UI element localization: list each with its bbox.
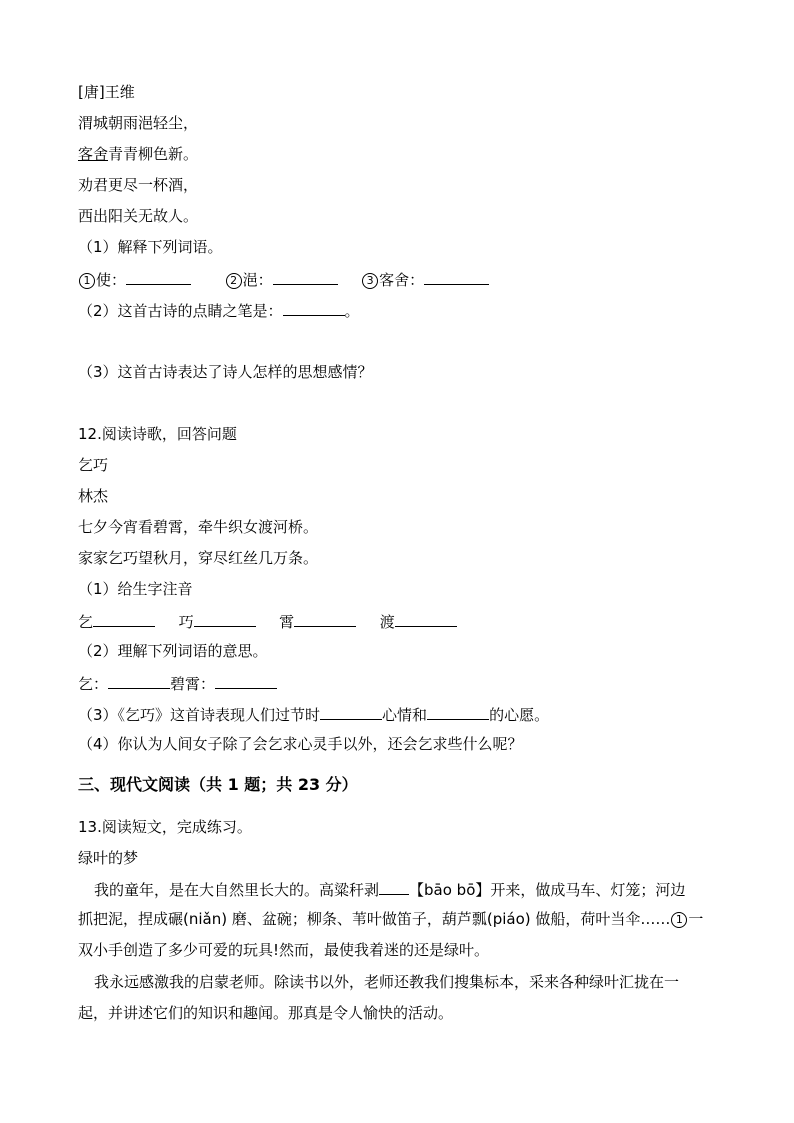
char-label: 乞 <box>78 613 94 631</box>
passage-line <box>78 909 703 929</box>
question-text: 的心愿。 <box>489 706 550 724</box>
passage-line <box>78 878 685 900</box>
poem-line: 西出阳关无故人。 <box>78 207 199 225</box>
poem-author: 林杰 <box>78 487 109 505</box>
circled-number: 3 <box>362 273 378 289</box>
question-text: 心情和 <box>382 706 428 724</box>
answer-blank[interactable] <box>283 299 345 316</box>
question-text: （4）你认为人间女子除了会乞求心灵手以外，还会乞求些什么呢？ <box>78 735 523 753</box>
answer-blank[interactable] <box>320 703 382 720</box>
answer-blank[interactable] <box>194 610 256 627</box>
passage-text: 我的童年，是在大自然里长大的。高粱秆剥 <box>94 881 380 899</box>
passage-line: 双小手创造了多少可爱的玩具!然而，最使我着迷的还是绿叶。 <box>78 941 490 959</box>
passage-text: 【bāo bō】开来，做成马车、灯笼；河边 <box>409 881 686 899</box>
answer-blank[interactable] <box>215 672 277 689</box>
answer-blank[interactable] <box>108 672 170 689</box>
poem-line: 渭城朝雨浥轻尘， <box>78 114 199 132</box>
vocab-label: 乞： <box>78 675 109 693</box>
passage-text: 抓把泥，捏成碾(niǎn) 磨、盆碗；柳条、苇叶做笛子，葫芦瓢(piáo) 做船，荷叶当伞…… <box>78 910 671 928</box>
question-text: （2）理解下列词语的意思。 <box>78 642 268 660</box>
char-label: 巧 <box>178 613 194 631</box>
question-end: 。 <box>344 302 360 320</box>
poem-line: 劝君更尽一杯酒， <box>78 176 199 194</box>
passage-text: 一 <box>688 910 704 928</box>
poem-line <box>78 144 198 164</box>
question-row <box>78 703 549 725</box>
passage-text: 我永远感激我的启蒙老师。除读书以外，老师还教我们搜集标本，采来各种绿叶汇拢在一 <box>94 973 680 991</box>
vocab-label: 客舍： <box>379 271 425 289</box>
vocab-row <box>78 672 277 694</box>
poem-author: [唐]王维 <box>78 83 135 101</box>
question-row <box>78 299 360 321</box>
question-title: 13.阅读短文，完成练习。 <box>78 818 252 836</box>
question-title: 12.阅读诗歌，回答问题 <box>78 425 237 443</box>
answer-blank[interactable] <box>424 268 489 285</box>
question-text: （3）《乞巧》这首诗表现人们过节时 <box>78 706 321 724</box>
pinyin-row <box>78 610 457 632</box>
passage-line <box>78 972 679 992</box>
underlined-word: 客舍 <box>78 145 109 163</box>
question-text: （2）这首古诗的点睛之笔是： <box>78 302 283 320</box>
section-heading: 三、现代文阅读（共 1 题；共 23 分） <box>78 775 358 794</box>
char-label: 渡 <box>379 613 395 631</box>
vocab-label: 浥： <box>242 271 273 289</box>
question-text: （1）解释下列词语。 <box>78 238 223 256</box>
answer-blank[interactable] <box>379 878 409 895</box>
circled-number: 1 <box>671 912 687 928</box>
vocab-row <box>78 268 489 290</box>
passage-line: 起，并讲述它们的知识和趣闻。那真是令人愉快的活动。 <box>78 1004 454 1022</box>
answer-blank[interactable] <box>294 610 356 627</box>
poem-line-rest: 青青柳色新。 <box>108 145 199 163</box>
question-text: （1）给生字注音 <box>78 580 193 598</box>
circled-number: 2 <box>226 273 242 289</box>
poem-line: 家家乞巧望秋月，穿尽红丝几万条。 <box>78 549 319 567</box>
char-label: 霄 <box>279 613 295 631</box>
vocab-label: 使： <box>96 271 127 289</box>
poem-title: 乞巧 <box>78 456 109 474</box>
passage-title: 绿叶的梦 <box>78 849 139 867</box>
circled-number: 1 <box>79 273 95 289</box>
question-text: （3）这首古诗表达了诗人怎样的思想感情？ <box>78 363 373 381</box>
answer-blank[interactable] <box>427 703 489 720</box>
vocab-label: 碧霄： <box>170 675 216 693</box>
poem-line: 七夕今宵看碧霄，牵牛织女渡河桥。 <box>78 518 319 536</box>
answer-blank[interactable] <box>395 610 457 627</box>
answer-blank[interactable] <box>273 268 338 285</box>
answer-blank[interactable] <box>126 268 191 285</box>
answer-blank[interactable] <box>93 610 155 627</box>
